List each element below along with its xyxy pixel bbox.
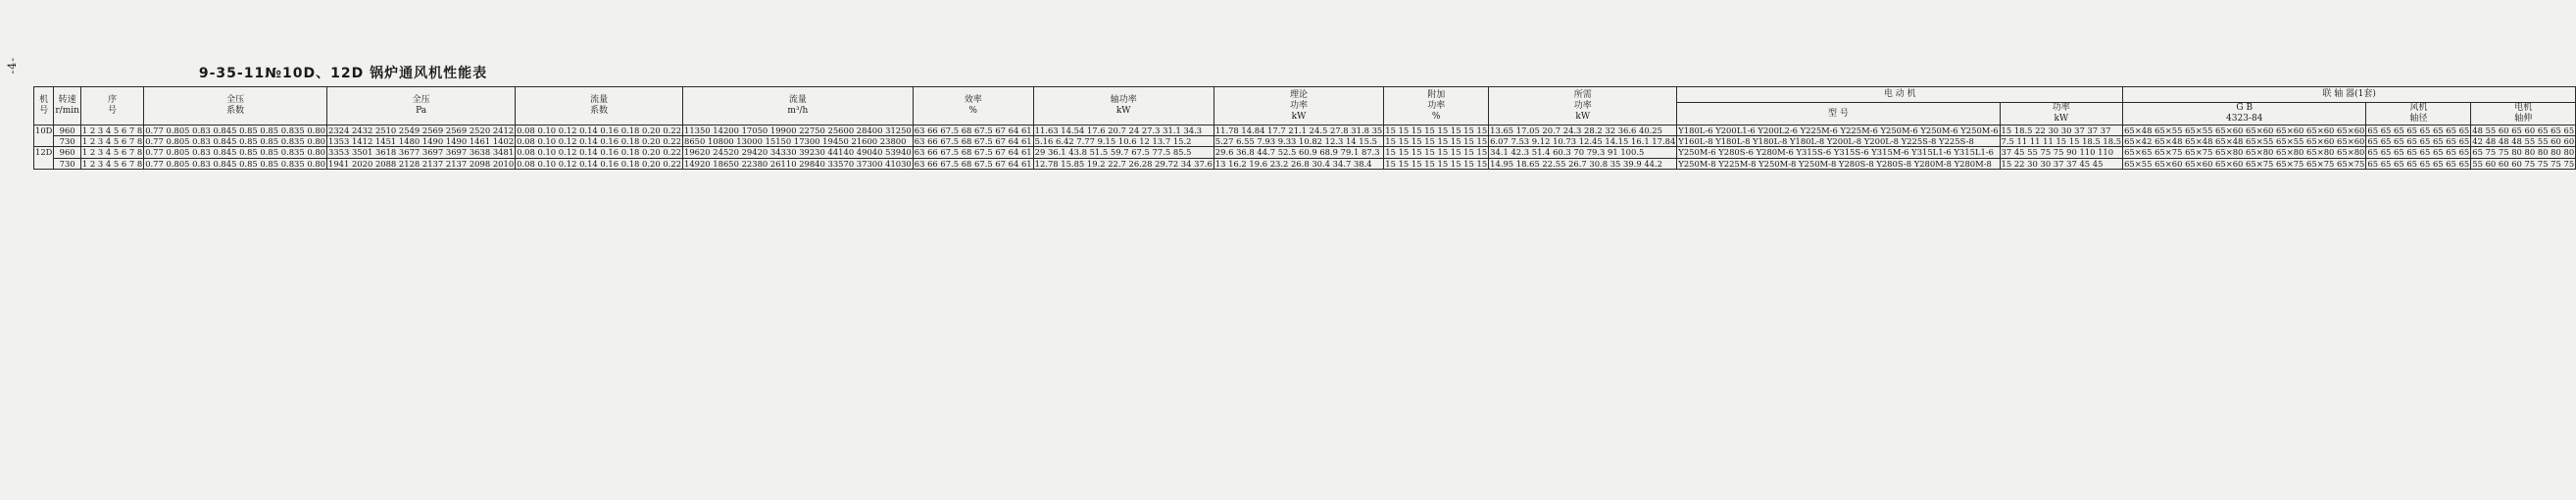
gb-cell: 65×65 65×75 65×75 65×80 65×80 65×80 65×80 65×80 [2124, 147, 2365, 158]
seq-cell: 1 2 3 4 5 6 7 8 [81, 136, 143, 147]
seq-cell: 1 2 3 4 5 6 7 8 [81, 158, 143, 169]
page-title: 9-35-11№10D、12D 锅炉通风机性能表 [198, 66, 488, 81]
header-shaft-power: 轴功率 kW [1033, 87, 1214, 125]
model-cell: 12D [34, 147, 54, 169]
required-power-cell: 14.95 18.65 22.55 26.7 30.8 35 39.9 44.2 [1489, 158, 1677, 169]
fan-shaft-cell: 65 65 65 65 65 65 65 65 [2367, 158, 2470, 169]
fan-shaft-cell: 65 65 65 65 65 65 65 65 [2367, 125, 2470, 135]
header-theory-power: 理论 功率 kW [1214, 87, 1383, 125]
pressure-cell: 2324 2432 2510 2549 2569 2569 2520 2412 [328, 125, 515, 135]
header-motor-power: 功率 kW [2000, 103, 2123, 125]
required-power-cell: 34.1 42.3 51.4 60.3 70 79.3 91 100.5 [1489, 147, 1677, 158]
motor-model-cell: Y180L-6 Y200L1-6 Y200L2-6 Y225M-6 Y225M-6 Y250M-6 Y250M-6 Y250M-6 [1678, 125, 1999, 135]
shaft-power-cell: 5.16 6.42 7.77 9.15 10.6 12 13.7 15.2 [1033, 136, 1214, 147]
header-speed: 转速 r/min [54, 87, 81, 125]
header-motor-model: 型 号 [1677, 103, 2000, 125]
efficiency-cell: 63 66 67.5 68 67.5 67 64 61 [914, 125, 1032, 135]
motor-model-cell: Y250M-6 Y280S-6 Y280M-6 Y315S-6 Y315S-6 Y315M-6 Y315L1-6 Y315L1-6 [1677, 147, 2000, 158]
header-total-pressure-coef: 全压 系数 [144, 87, 327, 125]
motor-model-cell: Y160L-8 Y180L-8 Y180L-8 Y180L-8 Y200L-8 Y200L-8 Y225S-8 Y225S-8 [1677, 136, 2000, 147]
header-efficiency: 效率 % [913, 87, 1033, 125]
pressure-coef-cell: 0.77 0.805 0.83 0.845 0.85 0.85 0.835 0.80 [145, 158, 325, 169]
header-required-power: 所需 功率 kW [1489, 87, 1677, 125]
motor-model-cell: Y250M-8 Y225M-8 Y250M-8 Y250M-8 Y280S-8 Y280S-8 Y280M-8 Y280M-8 [1677, 158, 2000, 169]
efficiency-cell: 63 66 67.5 68 67.5 67 64 61 [914, 136, 1032, 147]
extra-power-cell: 15 15 15 15 15 15 15 15 [1385, 158, 1488, 169]
pressure-cell: 1941 2020 2088 2128 2137 2137 2098 2010 [328, 158, 515, 169]
gb-cell: 65×42 65×48 65×48 65×48 65×55 65×55 65×60 65×60 [2124, 136, 2365, 147]
motor-power-cell: 37 45 55 75 75 90 110 110 [2000, 147, 2123, 158]
gb-cell: 65×48 65×55 65×55 65×60 65×60 65×60 65×60 65×60 [2124, 125, 2365, 135]
speed-cell: 960 [54, 125, 81, 136]
table-row [34, 136, 2576, 147]
shaft-power-cell: 29 36.1 43.8 51.5 59.7 67.5 77.5 85.5 [1033, 147, 1214, 158]
model-cell: 10D [34, 125, 54, 147]
table-row [34, 125, 2576, 136]
fan-shaft-cell: 65 65 65 65 65 65 65 65 [2367, 136, 2470, 147]
header-gb: G B 4323-84 [2123, 103, 2366, 125]
motor-power-cell: 15 22 30 30 37 37 45 45 [2000, 158, 2123, 169]
header-flow-coef: 流量 系数 [516, 87, 683, 125]
header-model: 机 号 [34, 87, 54, 125]
pressure-coef-cell: 0.77 0.805 0.83 0.845 0.85 0.85 0.835 0.80 [145, 136, 325, 147]
motor-shaft-cell: 55 60 60 60 75 75 75 75 [2472, 158, 2575, 169]
fan-shaft-cell: 65 65 65 65 65 65 65 65 [2367, 147, 2470, 158]
header-extra-power: 附加 功率 % [1384, 87, 1489, 125]
theory-power-cell: 5.27 6.55 7.93 9.33 10.82 12.3 14 15.5 [1214, 136, 1383, 147]
flow-cell: 19620 24520 29420 34330 39230 44140 49040 53940 [683, 147, 912, 158]
header-motor-shaft: 电机 轴伸 [2471, 103, 2576, 125]
speed-cell: 730 [54, 136, 81, 147]
seq-cell: 1 2 3 4 5 6 7 8 [81, 147, 143, 158]
flow-coef-cell: 0.08 0.10 0.12 0.14 0.16 0.18 0.20 0.22 [517, 158, 681, 169]
required-power-cell: 13.65 17.05 20.7 24.3 28.2 32 36.6 40.25 [1489, 125, 1677, 136]
pressure-coef-cell: 0.77 0.805 0.83 0.845 0.85 0.85 0.835 0.80 [145, 125, 325, 135]
pressure-coef-cell: 0.77 0.805 0.83 0.845 0.85 0.85 0.835 0.80 [145, 147, 325, 158]
header-total-pressure: 全压 Pa [327, 87, 516, 125]
theory-power-cell: 11.78 14.84 17.7 21.1 24.5 27.8 31.8 35 [1214, 125, 1383, 135]
motor-shaft-cell: 48 55 60 65 60 65 65 65 [2472, 125, 2575, 135]
shaft-power-cell: 12.78 15.85 19.2 22.7 26.28 29.72 34 37.6 [1034, 158, 1213, 169]
header-motor: 电 动 机 [1677, 87, 2123, 103]
efficiency-cell: 63 66 67.5 68 67.5 67 64 61 [914, 147, 1032, 158]
flow-coef-cell: 0.08 0.10 0.12 0.14 0.16 0.18 0.20 0.22 [517, 136, 681, 147]
header-seq: 序 号 [80, 87, 143, 125]
efficiency-cell: 63 66 67.5 68 67.5 67 64 61 [914, 158, 1032, 169]
gb-cell: 65×55 65×60 65×60 65×60 65×75 65×75 65×75 65×75 [2124, 158, 2365, 169]
motor-power-cell: 15 18.5 22 30 30 37 37 37 [2000, 125, 2123, 136]
flow-cell: 14920 18650 22380 26110 29840 33570 37300 41030 [683, 158, 912, 169]
extra-power-cell: 15 15 15 15 15 15 15 15 [1385, 125, 1488, 135]
flow-cell: 8650 10800 13000 15150 17300 19450 21600 23800 [682, 136, 913, 147]
pressure-cell: 3353 3501 3618 3677 3697 3697 3638 3481 [328, 147, 515, 158]
header-flow: 流量 m³/h [682, 87, 913, 125]
shaft-power-cell: 11.63 14.54 17.6 20.7 24 27.3 31.1 34.3 [1033, 125, 1214, 136]
motor-shaft-cell: 65 75 75 80 80 80 80 80 [2472, 147, 2575, 158]
motor-shaft-cell: 42 48 48 48 55 55 60 60 [2472, 136, 2575, 147]
flow-coef-cell: 0.08 0.10 0.12 0.14 0.16 0.18 0.20 0.22 [517, 125, 681, 135]
table-row [34, 147, 2576, 158]
theory-power-cell: 29.6 36.8 44.7 52.5 60.9 68.9 79.1 87.3 [1214, 147, 1383, 158]
flow-cell: 11350 14200 17050 19900 22750 25600 28400 31250 [683, 125, 912, 135]
required-power-cell: 6.07 7.53 9.12 10.73 12.45 14.15 16.1 17.84 [1490, 136, 1676, 147]
speed-cell: 730 [54, 158, 81, 169]
header-fan-shaft: 风机 轴径 [2366, 103, 2471, 125]
extra-power-cell: 15 15 15 15 15 15 15 15 [1385, 147, 1488, 158]
page-number: -4- [6, 57, 19, 75]
pressure-cell: 1353 1412 1451 1480 1490 1490 1461 1402 [328, 136, 515, 147]
table-row [34, 158, 2576, 169]
performance-table [33, 86, 2576, 170]
flow-coef-cell: 0.08 0.10 0.12 0.14 0.16 0.18 0.20 0.22 [517, 147, 681, 158]
speed-cell: 960 [54, 147, 81, 158]
seq-cell: 1 2 3 4 5 6 7 8 [81, 125, 143, 135]
theory-power-cell: 13 16.2 19.6 23.2 26.8 30.4 34.7 38.4 [1214, 158, 1383, 169]
extra-power-cell: 15 15 15 15 15 15 15 15 [1385, 136, 1488, 147]
header-coupling: 联 轴 器(1套) [2123, 87, 2576, 103]
motor-power-cell: 7.5 11 11 11 15 15 18.5 18.5 [2001, 136, 2122, 147]
